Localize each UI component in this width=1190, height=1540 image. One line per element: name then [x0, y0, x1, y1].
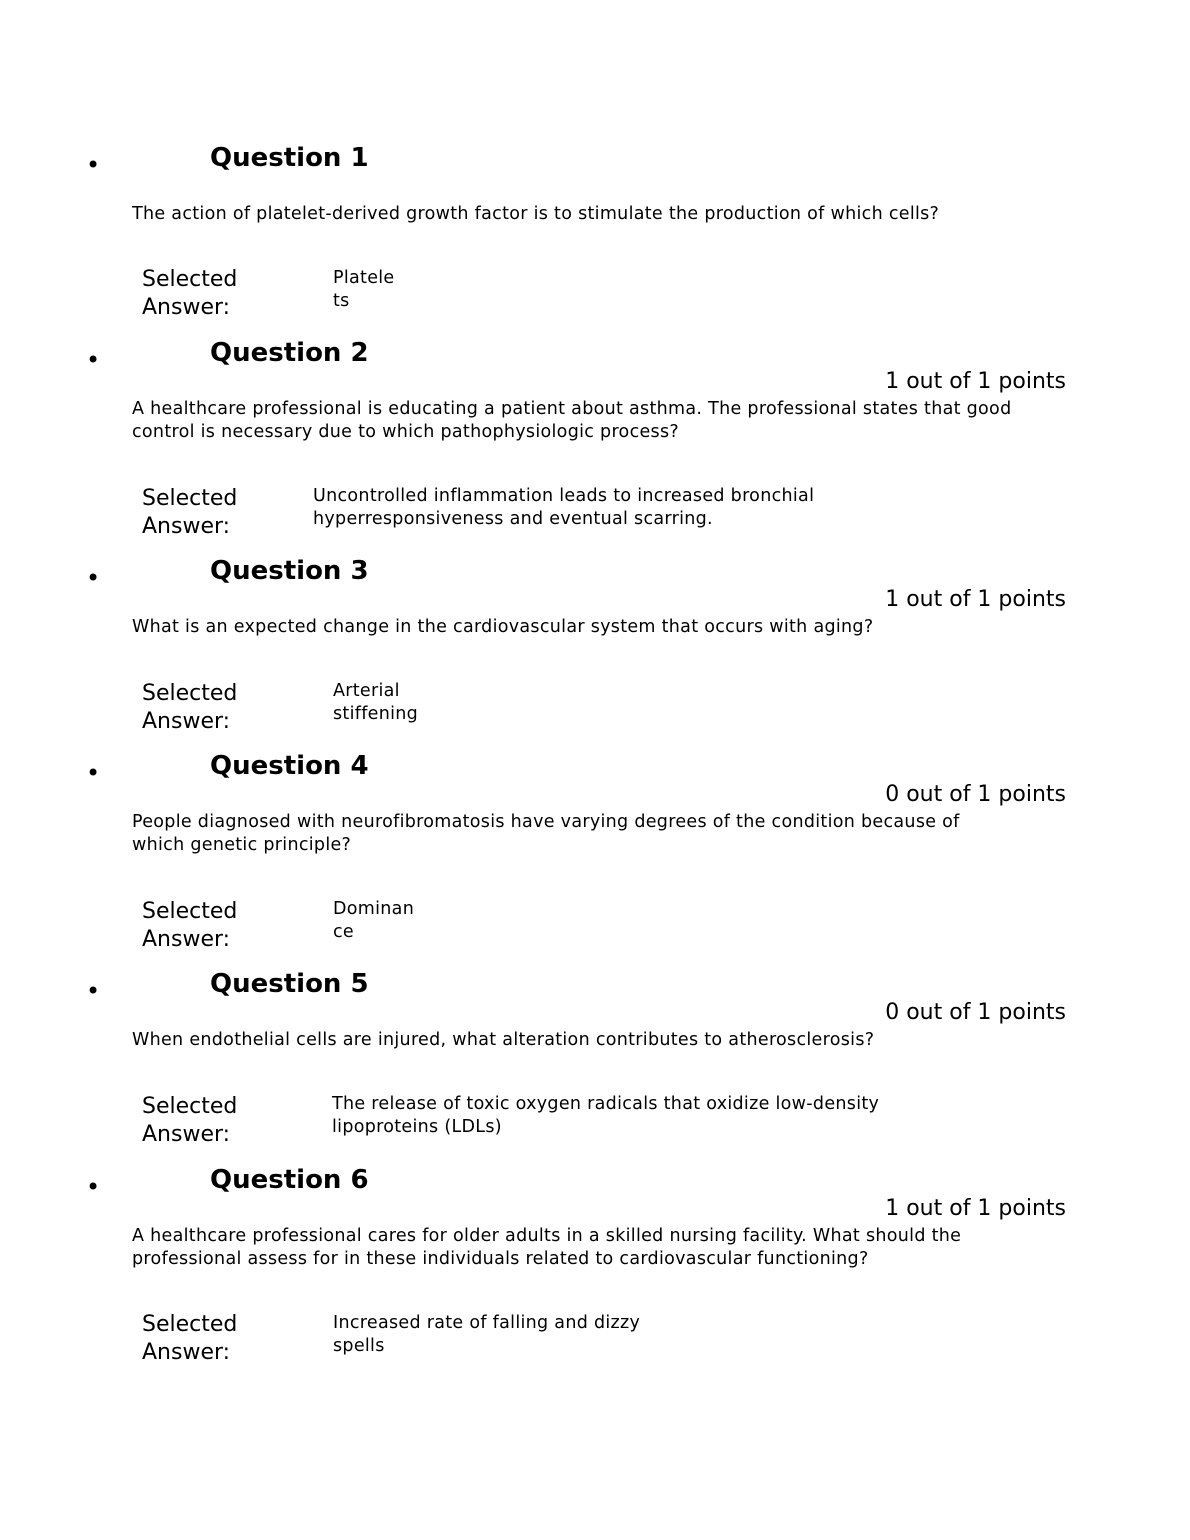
question-points: 0 out of 1 points	[885, 1000, 1066, 1025]
question-points: 1 out of 1 points	[885, 1196, 1066, 1221]
answer-line: The release of toxic oxygen radicals that oxidize low-density	[332, 1094, 880, 1114]
question-title: Question 6	[210, 1165, 369, 1195]
selected-answer-label: Selected Answer:	[142, 1312, 238, 1365]
question-text: A healthcare professional cares for older adults in a skilled nursing facility. What should the professional assess for in these individuals related to cardiovascular functioning?	[132, 1226, 962, 1269]
answer-line: hyperresponsiveness and eventual scarring.	[313, 509, 713, 529]
bullet: •	[86, 151, 101, 179]
selected-answer-label: Selected Answer:	[142, 681, 238, 734]
bullet: •	[86, 346, 101, 374]
question-title: Question 4	[210, 751, 369, 781]
answer-line: Arterial	[333, 681, 400, 701]
selected-answer	[333, 680, 418, 726]
selected-answer	[313, 485, 814, 531]
selected-answer-label: Selected Answer:	[142, 267, 238, 320]
question-text: A healthcare professional is educating a patient about asthma. The professional states that good control is necessary due to which pathophysiologic process?	[132, 399, 1012, 442]
selected-answer	[333, 267, 395, 313]
bullet: •	[86, 977, 101, 1005]
answer-line: Increased rate of falling and dizzy	[333, 1313, 641, 1333]
answer-line: lipoproteins (LDLs)	[332, 1117, 502, 1137]
question-text: The action of platelet-derived growth factor is to stimulate the production of which cells?	[132, 204, 940, 224]
selected-answer	[333, 1312, 640, 1358]
question-title: Question 5	[210, 969, 369, 999]
bullet: •	[86, 564, 101, 592]
question-points: 1 out of 1 points	[885, 587, 1066, 612]
answer-line: stiffening	[333, 704, 419, 724]
question-title: Question 2	[210, 338, 369, 368]
answer-line: Platele	[333, 268, 395, 288]
question-text: When endothelial cells are injured, what alteration contributes to atherosclerosis?	[132, 1030, 875, 1050]
selected-answer	[333, 898, 414, 944]
selected-answer	[332, 1093, 879, 1139]
answer-line: ce	[333, 922, 354, 942]
answer-line: ts	[333, 291, 350, 311]
answer-line: Uncontrolled inflammation leads to increased bronchial	[313, 486, 815, 506]
selected-answer-label: Selected Answer:	[142, 486, 238, 539]
question-text: What is an expected change in the cardiovascular system that occurs with aging?	[132, 617, 874, 637]
answer-line: spells	[333, 1336, 385, 1356]
question-points: 0 out of 1 points	[885, 782, 1066, 807]
selected-answer-label: Selected Answer:	[142, 1094, 238, 1147]
bullet: •	[86, 1173, 101, 1201]
bullet: •	[86, 759, 101, 787]
question-title: Question 1	[210, 143, 369, 173]
question-points: 1 out of 1 points	[885, 369, 1066, 394]
answer-line: Dominan	[333, 899, 415, 919]
selected-answer-label: Selected Answer:	[142, 899, 238, 952]
question-text: People diagnosed with neurofibromatosis have varying degrees of the condition because of which genetic principle?	[132, 812, 960, 855]
question-title: Question 3	[210, 556, 369, 586]
